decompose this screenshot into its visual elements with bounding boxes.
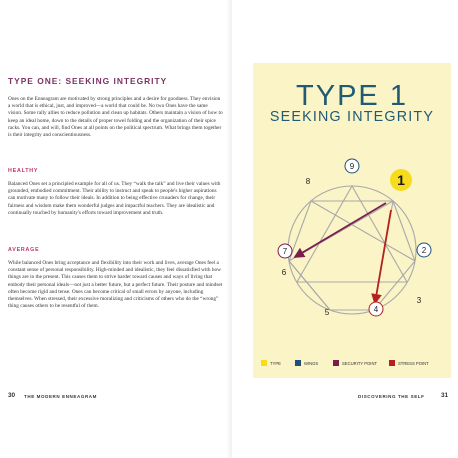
- stress-arrow: [375, 210, 391, 303]
- type-title: TYPE 1: [296, 80, 408, 112]
- point-4-label: 4: [373, 305, 379, 314]
- legend-wings-swatch: [295, 360, 301, 366]
- point-7: [278, 244, 292, 258]
- average-heading: AVERAGE: [8, 247, 40, 253]
- right-running-footer: DISCOVERING THE SELF: [358, 394, 425, 399]
- security-arrow: [295, 203, 386, 257]
- point-9-label: 9: [349, 162, 355, 171]
- point-2-label: 2: [421, 246, 427, 255]
- type-subtitle: SEEKING INTEGRITY: [269, 109, 435, 125]
- average-paragraph: While balanced Ones bring acceptance and flexibility into their work and lives, average Ones feel a constant sense of personal responsibility. High-minded and idealistic, they feel dissatisfied with how things are in the present. This causes them to strive harder toward causes and ways of living that embody their personal ideals—not just a better future, but a perfect future. Their posture and mindset often become rigid and tense. Ones can become critical of small errors by anyone, including themselves. When stressed, their excessive moralizing and criticisms of others who do the “wrong” thing causes others to be resentful of them.: [8, 260, 223, 310]
- legend-stress-swatch: [389, 360, 395, 366]
- point-1-label: 1: [397, 172, 405, 188]
- point-9: [345, 159, 359, 173]
- point-2: [417, 243, 431, 257]
- point-6-label: 6: [281, 268, 287, 277]
- hexad-line-5-7: [289, 261, 330, 310]
- left-page-number: 30: [8, 392, 16, 399]
- legend-type: [261, 358, 281, 368]
- type-panel: [253, 63, 451, 378]
- enneagram-triangle: [297, 186, 407, 282]
- right-page-number: 31: [441, 392, 449, 399]
- intro-paragraph: Ones on the Enneagram are motivated by strong principles and a desire for goodness. They envision a world that is ethical, just, and improved—a world that could be. No two Ones have the same vision. Some rally allies to reduce pollution and clean up habitats. Others maintain a vision of how to keep an ideal home, down to the details of proper towel folding and the organization of their spice racks. You can, and will, find Ones at all points on the political spectrum. What brings them together is their integrity and conscientiousness.: [8, 96, 223, 139]
- legend-type-label: TYPE: [270, 360, 281, 366]
- legend-wings-label: WINGS: [304, 360, 319, 366]
- point-3-label: 3: [416, 296, 422, 305]
- healthy-paragraph: Balanced Ones set a principled example for all of us. They “walk the talk” and live their values with grounded, embodied commitment. Their ability to instruct and speak to people's higher aspirations can motivate many to follow their ideals. In addition to being effective crusaders for change, their fairness and wisdom make them wonderful judges and impactful teachers. They are idealistic and continually touched by humanity's efforts toward improvement and truth.: [8, 181, 221, 216]
- legend-type-swatch: [261, 360, 267, 366]
- point-4: [369, 302, 383, 316]
- enneagram-diagram: [253, 63, 451, 378]
- enneagram-hexad: [289, 201, 415, 310]
- legend-stress-label: STRESS POINT: [398, 360, 429, 366]
- point-5-label: 5: [324, 308, 330, 317]
- legend-stress: [389, 358, 429, 368]
- left-running-footer: THE MODERN ENNEAGRAM: [24, 394, 98, 399]
- legend-security-label: SECURITY POINT: [342, 360, 378, 366]
- legend: [261, 358, 451, 368]
- point-7-label: 7: [282, 247, 288, 256]
- healthy-heading: HEALTHY: [8, 168, 39, 174]
- legend-security: [333, 358, 377, 368]
- legend-security-swatch: [333, 360, 339, 366]
- point-8-label: 8: [305, 177, 311, 186]
- section-title: TYPE ONE: SEEKING INTEGRITY: [8, 76, 168, 86]
- legend-wings: [295, 358, 318, 368]
- point-1: [390, 169, 412, 191]
